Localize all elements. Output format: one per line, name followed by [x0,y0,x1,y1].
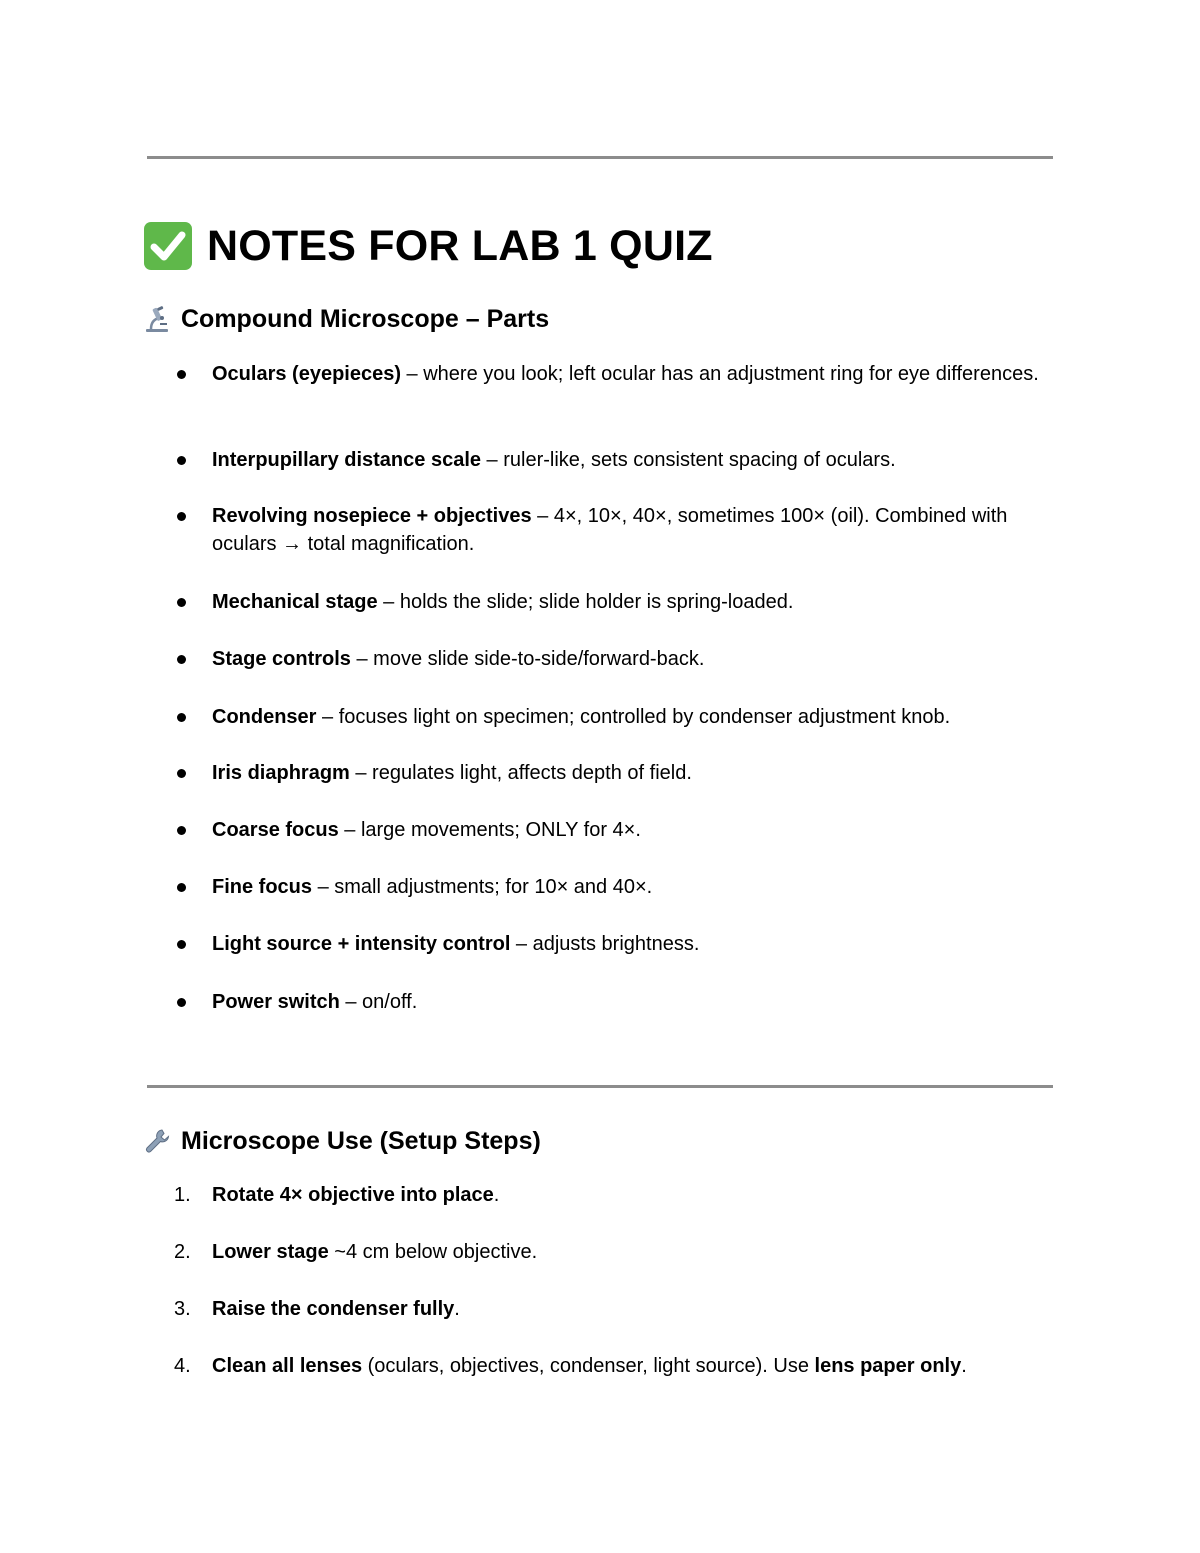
item-term: Iris diaphragm [212,762,350,784]
list-item [212,930,1042,958]
bullet-marker [177,769,186,778]
horizontal-rule [147,1085,1053,1088]
item-desc: – on/off. [339,991,418,1013]
list-item [212,759,1042,787]
bullet-marker [177,883,186,892]
step-number: 3. [174,1298,191,1320]
item-desc: – ruler-like, sets consistent spacing of oculars. [481,449,896,471]
step-desc: . [454,1298,460,1320]
item-term: Condenser [212,706,317,728]
step-term-emphasis: lens paper only [814,1355,962,1377]
list-item [212,360,1042,388]
item-term: Light source + intensity control [212,933,511,955]
item-term: Oculars (eyepieces) [212,363,401,385]
item-desc: – adjusts brightness. [510,933,700,955]
step-desc: (oculars, objectives, condenser, light source). Use [362,1355,815,1377]
list-item [212,502,1042,558]
item-term: Interpupillary distance scale [212,449,481,471]
bullet-marker [177,598,186,607]
section-heading-use-text: Microscope Use (Setup Steps) [181,1126,541,1155]
step-desc: . [961,1355,967,1377]
bullet-marker [177,998,186,1007]
item-term: Stage controls [212,648,351,670]
step-term: Lower stage [212,1241,329,1263]
item-desc: – small adjustments; for 10× and 40×. [312,876,653,898]
list-item [212,1352,1042,1380]
bullet-marker [177,826,186,835]
item-desc: – holds the slide; slide holder is spring-loaded. [377,591,794,613]
list-item [212,703,1042,731]
page-title [143,218,713,274]
item-term: Fine focus [212,876,313,898]
step-number: 1. [174,1184,191,1206]
microscope-icon [143,305,171,333]
item-desc: – regulates light, affects depth of field. [349,762,692,784]
item-desc: – move slide side-to-side/forward-back. [350,648,705,670]
section-heading-parts-text: Compound Microscope – Parts [181,304,550,333]
bullet-marker [177,655,186,664]
item-term: Revolving nosepiece + objectives [212,505,532,527]
wrench-icon [143,1127,171,1155]
step-term: Rotate 4× objective into place [212,1184,494,1206]
section-heading-parts [143,302,549,336]
horizontal-rule [147,156,1053,159]
list-item [212,816,1042,844]
list-item [212,588,1042,616]
bullet-marker [177,940,186,949]
bullet-marker [177,713,186,722]
step-number: 4. [174,1355,191,1377]
step-desc: . [493,1184,500,1206]
list-item [212,446,1042,474]
check-mark-icon [143,221,193,271]
item-desc: – where you look; left ocular has an adjustment ring for eye differences. [401,363,1039,385]
section-heading-use [143,1124,541,1158]
item-desc: – large movements; ONLY for 4×. [338,819,641,841]
item-term: Mechanical stage [212,591,378,613]
list-item [212,1181,1042,1209]
step-term: Clean all lenses [212,1355,363,1377]
step-term: Raise the condenser fully [212,1298,455,1320]
bullet-marker [177,456,186,465]
item-desc: – 4×, 10×, 40×, sometimes 100× (oil). Combined with oculars → total magnification. [212,505,1008,555]
step-desc: ~4 cm below objective. [328,1241,538,1263]
bullet-marker [177,370,186,379]
list-item [212,988,1042,1016]
item-desc: – focuses light on specimen; controlled by condenser adjustment knob. [316,706,951,728]
item-term: Coarse focus [212,819,339,841]
list-item [212,1238,1042,1266]
item-term: Power switch [212,991,340,1013]
list-item [212,873,1042,901]
step-number: 2. [174,1241,191,1263]
list-item [212,645,1042,673]
list-item [212,1295,1042,1323]
bullet-marker [177,512,186,521]
page-title-text: NOTES FOR LAB 1 QUIZ [207,221,713,270]
